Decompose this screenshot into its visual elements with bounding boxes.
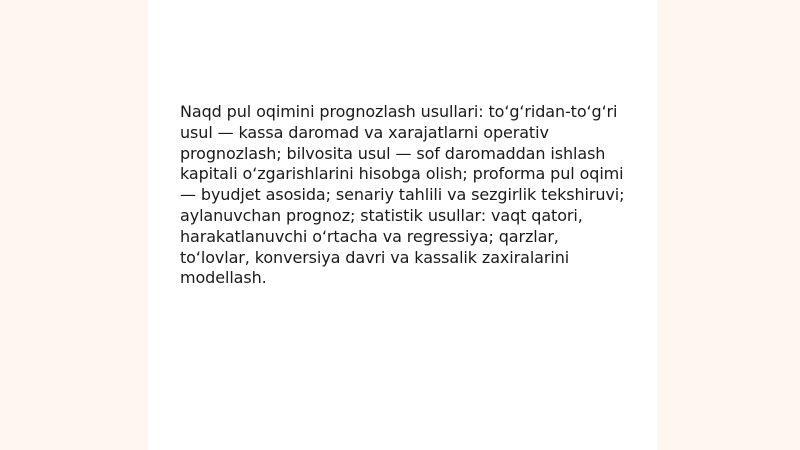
body-paragraph: Naqd pul oqimini prognozlash usullari: to‘g‘ridan-to‘g‘ri usul — kassa daromad va xarajatlarni operativ prognozlash; bilvosita usul — sof daromaddan ishlash kapitali o‘zgarishlarini hisobga olish; proforma pul oqimi — byudjet asosida; senariy tahlili va sezgirlik tekshiruvi; aylanuvchan prognoz; statistik usullar: vaqt qatori, harakatlanuvchi o‘rtacha va regressiya; qarzlar, to‘lovlar, konversiya davri va kassalik zaxiralarini modellash. <box>180 102 625 288</box>
document-page <box>148 0 657 450</box>
